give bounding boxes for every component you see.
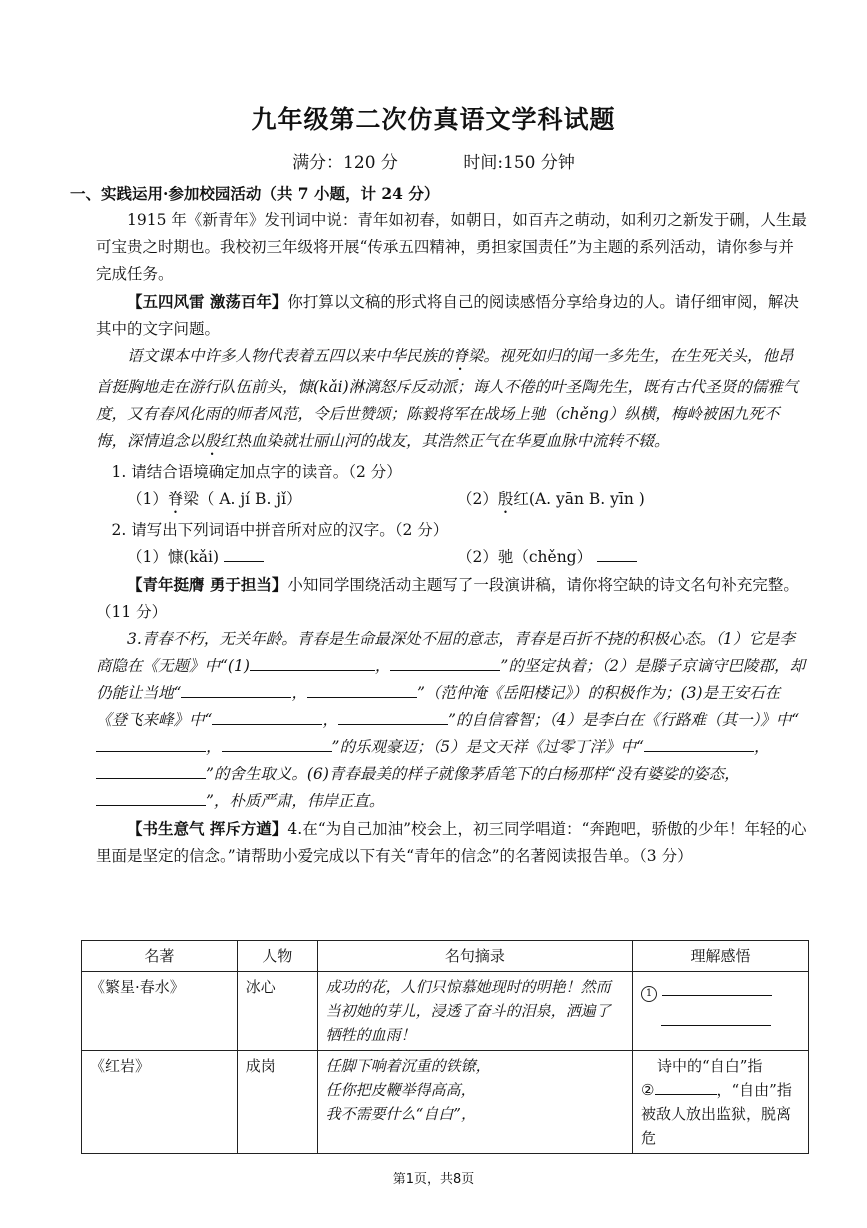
q3-text: ”的自信睿智；（4）是李白在《行路难（其一）》中“ bbox=[447, 711, 800, 729]
section-one bbox=[70, 180, 808, 870]
q2-item-2 bbox=[457, 544, 787, 571]
question-2-items bbox=[96, 544, 808, 571]
insight-text: 诗中的“自白”指 bbox=[657, 1057, 763, 1075]
q1-choices: 梁（ A. jí B. jǐ） bbox=[183, 490, 302, 508]
exam-meta bbox=[0, 148, 867, 173]
passage-part: 梁。视死如归的闻一多先生，在生死关头，他昂首挺胸地走在游行队伍前头，慷(kǎi)淋漓怒斥反动派；诲人不倦的叶圣陶先生，既有古代圣贤的儒雅气度，又有春风化雨的师者风范，令后世赞颂；陈毅将军在战场上驰（chěng）纵横，梅岭被困九死不悔，深情追念以 bbox=[96, 347, 799, 450]
circled-number: 1 bbox=[641, 986, 657, 1002]
table-header-row bbox=[82, 941, 809, 972]
q3-text: ”的舍生取义。(6)青春最美的样子就像茅盾笔下的白杨那样“没有婆娑的姿态， bbox=[206, 765, 740, 783]
passage-part: 语文课本中许多人物代表着五四以来中华民族的 bbox=[127, 347, 453, 365]
task-two-title: 【青年挺膺 勇于担当】 bbox=[127, 575, 288, 594]
quote-line: 任脚下响着沉重的铁镣， bbox=[325, 1057, 491, 1075]
task-one bbox=[96, 288, 808, 343]
answer-blank[interactable] bbox=[96, 735, 206, 752]
q2-label: （1）慷(kǎi) bbox=[127, 548, 220, 566]
page-footer: 第1页，共8页 bbox=[392, 1172, 475, 1187]
exam-time: 时间:150 分钟 bbox=[463, 153, 575, 173]
q3-text: 3.青春不朽，无关年龄。青春是生命最深处不屈的意志，青春是百折不挠的积极心态。（1）它是李商隐在《无题》中“(1) bbox=[96, 630, 795, 675]
answer-blank[interactable] bbox=[96, 762, 206, 779]
dotted-char: 殷 bbox=[497, 490, 514, 508]
answer-blank[interactable] bbox=[96, 789, 206, 806]
table-header: 理解感悟 bbox=[633, 941, 809, 972]
person-cell: 成岗 bbox=[237, 1051, 317, 1154]
q1-option-2 bbox=[457, 486, 787, 517]
person-cell: 冰心 bbox=[237, 972, 317, 1051]
answer-blank[interactable] bbox=[338, 708, 448, 725]
dotted-char: 脊 bbox=[167, 490, 184, 508]
question-1: 1. 请结合语境确定加点字的读音。（2 分） bbox=[111, 463, 402, 481]
answer-blank[interactable] bbox=[662, 979, 772, 996]
q1-option-1 bbox=[127, 486, 457, 517]
insight-cell bbox=[633, 1051, 809, 1154]
q1-num: （1） bbox=[127, 490, 168, 508]
q3-text: ”，朴质严肃，伟岸正直。 bbox=[206, 792, 385, 810]
insight-text: 被敌人放出监狱，脱离危 bbox=[641, 1105, 792, 1147]
question-2: 2. 请写出下列词语中拼音所对应的汉字。（2 分） bbox=[111, 521, 449, 539]
full-score: 满分：120 分 bbox=[292, 153, 398, 173]
answer-blank[interactable] bbox=[222, 735, 332, 752]
quote-line: 任你把皮鞭举得高高， bbox=[325, 1081, 476, 1099]
answer-blank[interactable] bbox=[390, 654, 500, 671]
book-cell: 《红岩》 bbox=[82, 1051, 238, 1154]
answer-blank[interactable] bbox=[597, 545, 637, 562]
answer-blank[interactable] bbox=[307, 681, 417, 698]
book-cell: 《繁星·春水》 bbox=[82, 972, 238, 1051]
passage-part: 红热血染就壮丽山河的战友，其浩然正气在华夏血脉中流转不辍。 bbox=[220, 432, 670, 450]
comma: ， bbox=[291, 684, 307, 702]
comma: ， bbox=[206, 738, 222, 756]
question-1-options bbox=[96, 486, 808, 517]
question-3 bbox=[96, 626, 808, 815]
task-one-text: 你打算以文稿的形式将自己的阅读感悟分享给身边的人。请仔细审阅，解决其中的文字问题。 bbox=[96, 293, 799, 338]
dotted-char: 脊 bbox=[452, 347, 469, 365]
quote-cell bbox=[317, 1051, 632, 1154]
task-three bbox=[96, 815, 808, 870]
table-row bbox=[82, 972, 809, 1051]
reading-passage bbox=[96, 343, 808, 459]
task-three-text: 4.在“为自己加油”校会上，初三同学唱道：“奔跑吧，骄傲的少年！年轻的心里面是坚定的信念。”请帮助小爱完成以下有关“青年的信念”的名著阅读报告单。（3 分） bbox=[96, 820, 807, 865]
comma: ， bbox=[374, 657, 391, 675]
q3-text: ”（范仲淹《岳阳楼记》）的积极作为；(3)是王安石在《登飞来峰》中“ bbox=[96, 684, 781, 729]
q2-label: （2）驰（chěng） bbox=[457, 548, 593, 566]
reading-report-table bbox=[81, 940, 809, 1154]
answer-blank[interactable] bbox=[224, 545, 264, 562]
task-one-title: 【五四风雷 激荡百年】 bbox=[127, 292, 288, 311]
insight-text: ，“自由”指 bbox=[716, 1081, 792, 1099]
quote-cell: 成功的花，人们只惊慕她现时的明艳！然而当初她的芽儿，浸透了奋斗的泪泉，洒遍了牺牲的血雨！ bbox=[317, 972, 632, 1051]
quote-line: 我不需要什么“自白”， bbox=[325, 1105, 476, 1123]
q2-item-1 bbox=[127, 544, 457, 571]
answer-blank[interactable] bbox=[644, 735, 754, 752]
section-intro: 1915 年《新青年》发刊词中说：青年如初春，如朝日，如百卉之萌动，如利刃之新发于硎，人生最可宝贵之时期也。我校初三年级将开展“传承五四精神，勇担家国责任”为主题的系列活动，请你参与并完成任务。 bbox=[96, 211, 807, 283]
q1-choices: 红(A. yān B. yīn ) bbox=[513, 490, 645, 508]
table-row bbox=[82, 1051, 809, 1154]
circled-number: ② bbox=[641, 1081, 655, 1099]
insight-cell bbox=[633, 972, 809, 1051]
comma: ， bbox=[753, 738, 770, 756]
insight-line bbox=[641, 1078, 800, 1102]
dotted-char: 殷 bbox=[204, 432, 221, 450]
q3-text: ”的坚定执着；（2）是滕子京谪守巴陵郡，却仍能让当地“ bbox=[96, 657, 805, 702]
answer-blank[interactable] bbox=[212, 708, 322, 725]
task-two bbox=[96, 571, 808, 626]
answer-blank[interactable] bbox=[661, 1009, 771, 1026]
answer-blank[interactable] bbox=[250, 654, 375, 671]
table-header: 名句摘录 bbox=[317, 941, 632, 972]
q3-text: ”的乐观豪迈；（5）是文天祥《过零丁洋》中“ bbox=[331, 738, 644, 756]
table-header: 名著 bbox=[82, 941, 238, 972]
exam-title: 九年级第二次仿真语文学科试题 bbox=[251, 105, 616, 134]
table-header: 人物 bbox=[237, 941, 317, 972]
task-three-title: 【书生意气 挥斥方遒】 bbox=[127, 819, 288, 838]
task-two-text: 小知同学围绕活动主题写了一段演讲稿，请你将空缺的诗文名句补充完整。（11 分） bbox=[96, 576, 799, 621]
answer-blank[interactable] bbox=[181, 681, 291, 698]
comma: ， bbox=[322, 711, 338, 729]
section-heading: 一、实践运用·参加校园活动（共 7 小题，计 24 分） bbox=[70, 184, 440, 203]
answer-blank[interactable] bbox=[655, 1078, 717, 1095]
q1-num: （2） bbox=[457, 490, 498, 508]
